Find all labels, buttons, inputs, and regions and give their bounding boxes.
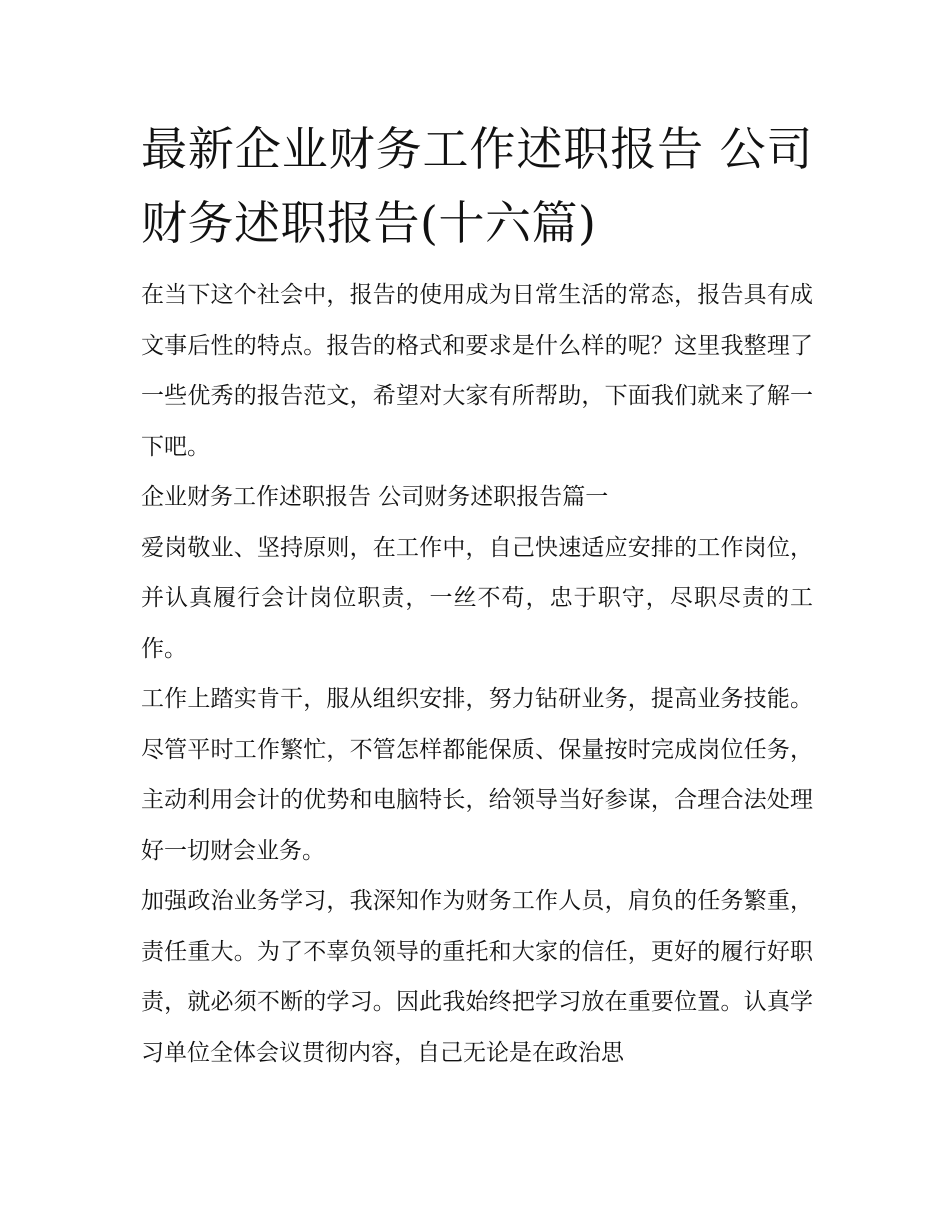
body-paragraph: 爱岗敬业、坚持原则，在工作中，自己快速适应安排的工作岗位，并认真履行会计岗位职责，一丝不苟，忠于职守，尽职尽责的工作。: [141, 534, 813, 662]
section-heading: 企业财务工作述职报告 公司财务述职报告篇一: [141, 484, 609, 510]
document-page: [141, 112, 813, 1078]
document-title: 最新企业财务工作述职报告 公司财务述职报告(十六篇): [141, 122, 813, 250]
document-body: [141, 270, 813, 1078]
body-paragraph: 加强政治业务学习，我深知作为财务工作人员，肩负的任务繁重，责任重大。为了不辜负领导的重托和大家的信任，更好的履行好职责，就必须不断的学习。因此我始终把学习放在重要位置。认真学习单位全体会议贯彻内容，自己无论是在政治思: [141, 888, 813, 1066]
body-paragraph: 工作上踏实肯干，服从组织安排，努力钻研业务，提高业务技能。尽管平时工作繁忙，不管怎样都能保质、保量按时完成岗位任务，主动利用会计的优势和电脑特长，给领导当好参谋，合理合法处理好一切财会业务。: [141, 686, 813, 864]
intro-paragraph: 在当下这个社会中，报告的使用成为日常生活的常态，报告具有成文事后性的特点。报告的格式和要求是什么样的呢？这里我整理了一些优秀的报告范文，希望对大家有所帮助，下面我们就来了解一下吧。: [141, 282, 813, 460]
